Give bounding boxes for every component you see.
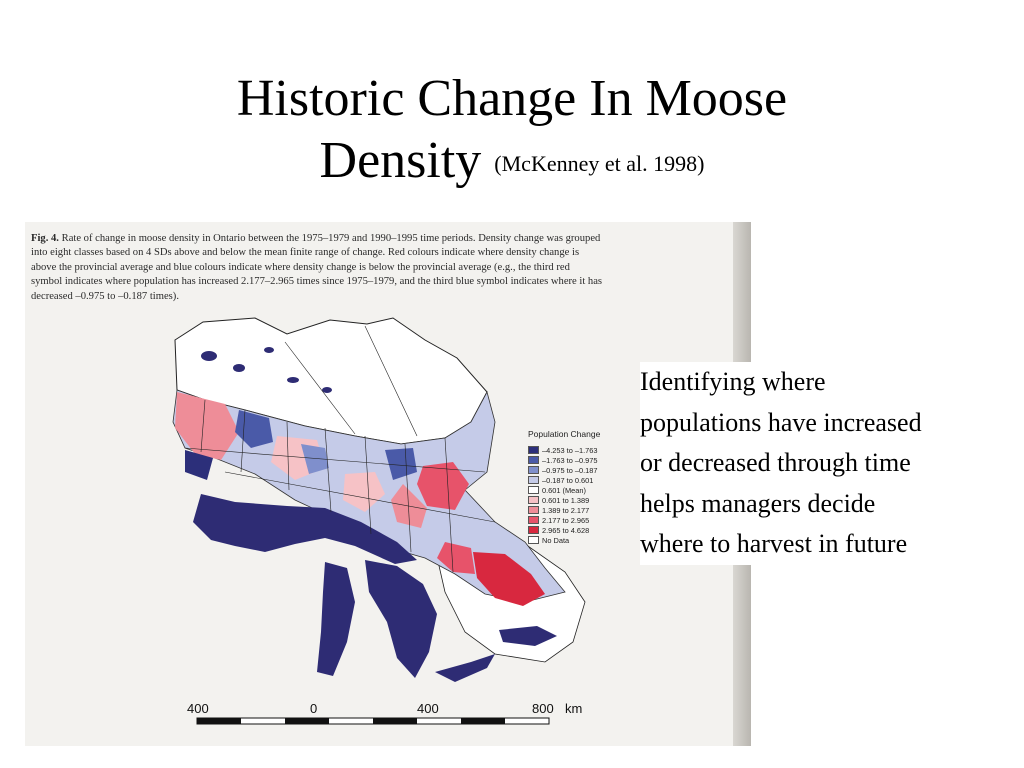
legend-swatch: [528, 526, 539, 534]
northern-lake: [264, 347, 274, 353]
legend-label: –0.187 to 0.601: [542, 475, 594, 485]
legend-label: 0.601 to 1.389: [542, 495, 590, 505]
legend-swatch: [528, 516, 539, 524]
lake-michigan: [317, 562, 355, 676]
legend-item: [528, 465, 600, 475]
legend-swatch: [528, 456, 539, 464]
legend-label: No Data: [542, 535, 570, 545]
legend-title: Population Change: [528, 429, 601, 439]
legend-label: 2.965 to 4.628: [542, 525, 590, 535]
title-line-2: [0, 130, 1024, 195]
northern-lake: [233, 364, 245, 372]
legend-label: –4.253 to –1.763: [542, 445, 598, 455]
legend-label: 0.601 (Mean): [542, 485, 586, 495]
legend-item: [528, 455, 600, 465]
legend-item: [528, 525, 600, 535]
description-line: or decreased through time: [640, 448, 911, 477]
northern-lake: [287, 377, 299, 383]
caption-line-4: symbol indicates where population has increased 2.177–2.965 times since 1975–1979, and the third blue symbol indicates where it has: [31, 276, 603, 288]
description-line: helps managers decide: [640, 488, 876, 518]
legend-swatch: [528, 446, 539, 454]
map-legend: [528, 429, 600, 545]
lake-huron: [365, 560, 437, 678]
caption-label: Fig. 4.: [31, 233, 59, 244]
lake-nipigon: [201, 351, 217, 361]
legend-label: –0.975 to –0.187: [542, 465, 598, 475]
legend-item: [528, 485, 600, 495]
caption-line-2: into eight classes based on 4 SDs above and below the mean finite range of change. Red colours indicate where density change is: [31, 247, 580, 259]
scale-label-left: 400: [187, 701, 209, 716]
legend-item: [528, 515, 600, 525]
scale-label-mid: 400: [417, 701, 439, 716]
slide-title: [0, 68, 1024, 195]
legend-item: [528, 495, 600, 505]
description-line: where to harvest in future: [640, 529, 908, 558]
legend-item: [528, 535, 600, 545]
legend-item: [528, 475, 600, 485]
caption-line-1: Rate of change in moose density in Ontario between the 1975–1979 and 1990–1995 time periods. Density change was grouped: [61, 233, 601, 244]
legend-swatch: [528, 536, 539, 544]
scale-unit: km: [565, 701, 583, 716]
legend-swatch: [528, 496, 539, 504]
legend-item: [528, 505, 600, 515]
description-line: Identifying where: [640, 367, 826, 396]
legend-label: –1.763 to –0.975: [542, 455, 598, 465]
scale-label-right: 800: [532, 701, 554, 716]
legend-swatch: [528, 476, 539, 484]
legend-label: 2.177 to 2.965: [542, 515, 590, 525]
caption-line-3: above the provincial average and blue colours indicate where density change is below the provincial average (e.g., the third red: [31, 261, 570, 273]
title-citation: (McKenney et al. 1998): [494, 151, 705, 176]
northern-lake: [322, 387, 332, 393]
lake-erie: [435, 654, 495, 682]
legend-label: 1.389 to 2.177: [542, 505, 590, 515]
scale-label-zero: 0: [310, 701, 318, 716]
legend-swatch: [528, 486, 539, 494]
legend-swatch: [528, 506, 539, 514]
legend-swatch: [528, 466, 539, 474]
caption-line-5: decreased –0.975 to –0.187 times).: [31, 290, 179, 302]
scale-bar: [197, 718, 549, 724]
title-density: Density: [319, 132, 482, 189]
description-line: populations have increased: [640, 407, 922, 437]
title-line-1: Historic Change In Moose: [236, 70, 788, 127]
description-text: [640, 362, 1020, 565]
legend-item: [528, 445, 600, 455]
